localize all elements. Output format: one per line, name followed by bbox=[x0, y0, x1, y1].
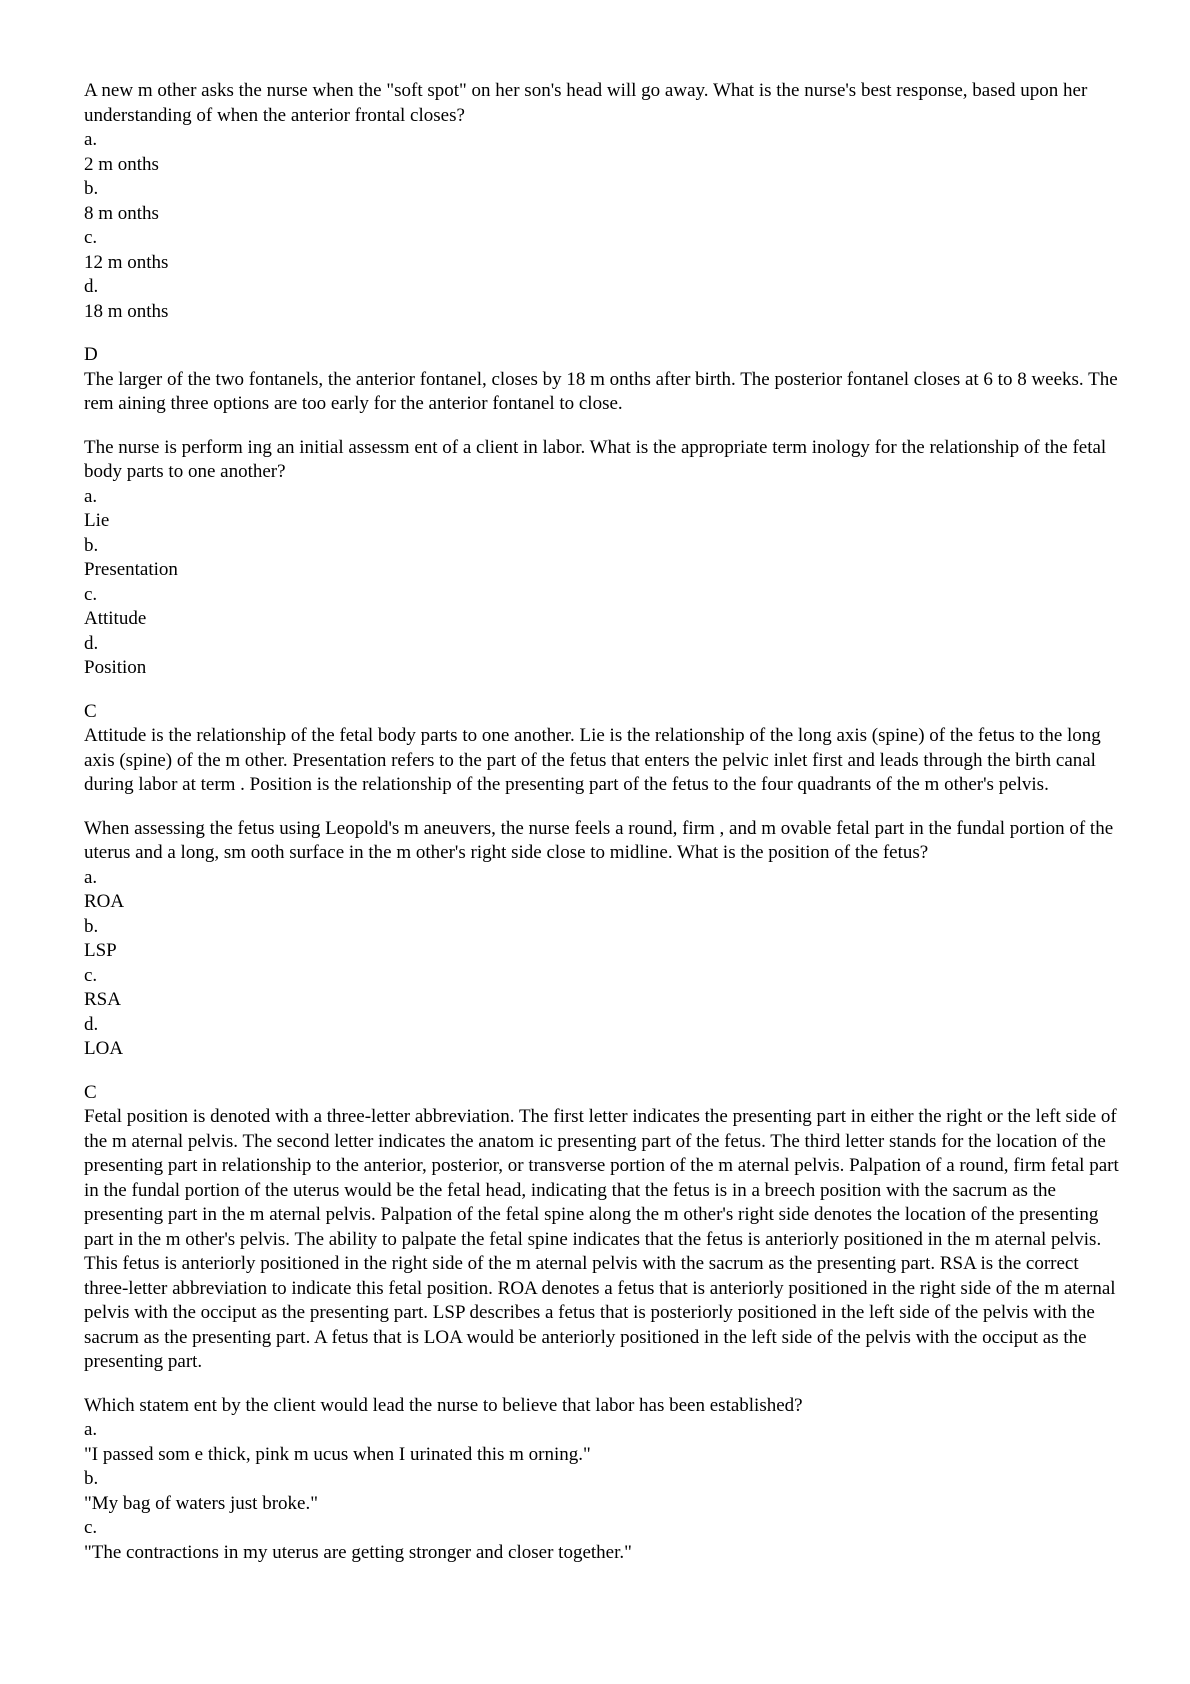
question-text: When assessing the fetus using Leopold's m aneuvers, the nurse feels a round, firm , and m ovable fetal part in the fundal portion of the uterus and a long, sm ooth surface in the m other's right side close to midline. What is the position of the fetus? bbox=[84, 817, 1114, 863]
option-letter: d. bbox=[84, 632, 99, 654]
option-text: Lie bbox=[84, 510, 110, 531]
answer-3-block bbox=[84, 1081, 1126, 1375]
question-3-block bbox=[84, 817, 1126, 1062]
option-letter: b. bbox=[84, 915, 99, 937]
option-letter: b. bbox=[84, 534, 99, 556]
answer-2-block bbox=[84, 700, 1126, 798]
option-letter: b. bbox=[84, 1468, 99, 1489]
option-text: RSA bbox=[84, 989, 121, 1010]
rationale-text: Fetal position is denoted with a three-letter abbreviation. The first letter indicates the presenting part in either the right or the left side of the m aternal pelvis. The second letter indicates the anatom ic presenting part of the fetus. The third letter stands for the location of the presenting part in relationship to the anterior, posterior, or transverse portion of the m aternal pelvis. Palpation of a round, firm fetal part in the fundal portion of the uterus would be the fetal head, indicating that the fetus is in a breech position with the sacrum as the presenting part in the m aternal pelvis. Palpation of the fetal spine along the m other's right side denotes the location of the presenting part in the m other's pelvis. The ability to palpate the fetal spine indicates that the fetus is anteriorly positioned in the m aternal pelvis. This fetus is anteriorly positioned in the right side of the m aternal pelvis with the sacrum as the presenting part. RSA is the correct three-letter abbreviation to indicate this fetal position. ROA denotes a fetus that is anteriorly positioned in the right side of the m aternal pelvis with the occiput as the presenting part. LSP describes a fetus that is posteriorly positioned in the left side of the pelvis with the sacrum as the presenting part. A fetus that is LOA would be anteriorly positioned in the left side of the pelvis with the occiput as the presenting part. bbox=[84, 1106, 1119, 1372]
option-text: 18 m onths bbox=[84, 300, 169, 322]
option-letter: a. bbox=[84, 129, 98, 150]
option-text: "I passed som e thick, pink m ucus when I urinated this m orning." bbox=[84, 1443, 591, 1465]
question-text: A new m other asks the nurse when the "soft spot" on her son's head will go away. What is the nurse's best response, based upon her understanding of when the anterior frontal closes? bbox=[84, 80, 1088, 126]
option-letter: c. bbox=[84, 1517, 98, 1538]
answer-1-block bbox=[84, 343, 1126, 417]
option-letter: a. bbox=[84, 485, 98, 507]
question-text: Which statem ent by the client would lead the nurse to believe that labor has been established? bbox=[84, 1394, 803, 1416]
option-text: LSP bbox=[84, 940, 117, 961]
option-letter: b. bbox=[84, 178, 99, 199]
rationale-text: The larger of the two fontanels, the anterior fontanel, closes by 18 m onths after birth. The posterior fontanel closes at 6 to 8 weeks. The rem aining three options are too early for the anterior fontanel to close. bbox=[84, 368, 1118, 414]
option-letter: c. bbox=[84, 583, 98, 605]
answer-letter: C bbox=[84, 1081, 97, 1103]
option-text: 2 m onths bbox=[84, 153, 159, 175]
option-text: "The contractions in my uterus are getting stronger and closer together." bbox=[84, 1541, 632, 1563]
answer-letter: C bbox=[84, 700, 97, 722]
option-text: Attitude bbox=[84, 608, 147, 629]
question-4-block bbox=[84, 1394, 1126, 1566]
option-letter: d. bbox=[84, 276, 99, 297]
option-text: 12 m onths bbox=[84, 251, 169, 273]
question-1-block bbox=[84, 79, 1126, 324]
rationale-text: Attitude is the relationship of the fetal body parts to one another. Lie is the relationship of the long axis (spine) of the fetus to the long axis (spine) of the m other. Presentation refers to the part of the fetus that enters the pelvic inlet first and leads through the birth canal during labor at term . Position is the relationship of the presenting part of the fetus to the four quadrants of the m other's pelvis. bbox=[84, 725, 1101, 795]
option-letter: c. bbox=[84, 964, 98, 986]
answer-letter: D bbox=[84, 344, 98, 365]
option-letter: a. bbox=[84, 1419, 98, 1440]
option-text: LOA bbox=[84, 1038, 124, 1059]
option-letter: a. bbox=[84, 866, 98, 888]
option-text: Presentation bbox=[84, 559, 178, 580]
option-text: "My bag of waters just broke." bbox=[84, 1492, 318, 1514]
option-letter: d. bbox=[84, 1013, 99, 1035]
question-text: The nurse is perform ing an initial assessm ent of a client in labor. What is the appropriate term inology for the relationship of the fetal body parts to one another? bbox=[84, 436, 1107, 482]
option-text: ROA bbox=[84, 891, 125, 912]
option-text: 8 m onths bbox=[84, 202, 159, 224]
option-text: Position bbox=[84, 657, 147, 678]
option-letter: c. bbox=[84, 227, 98, 248]
question-2-block bbox=[84, 436, 1126, 681]
